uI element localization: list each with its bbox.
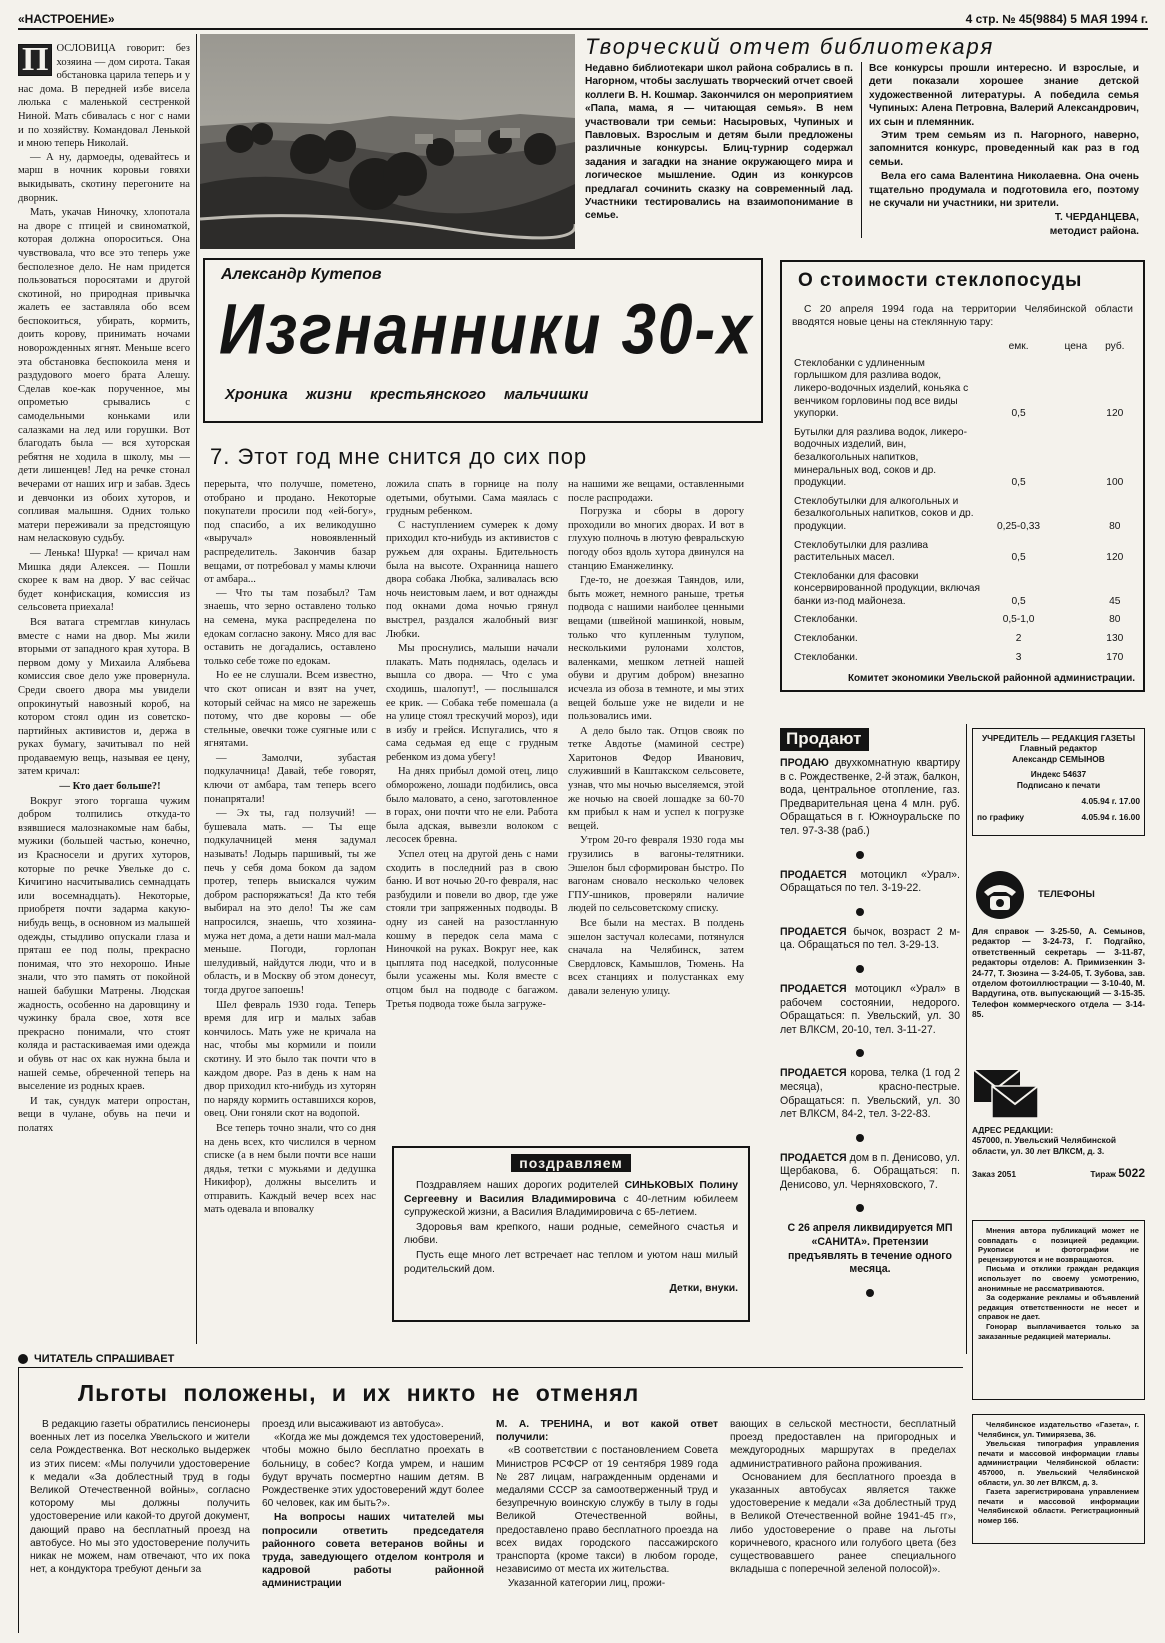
price-capacity: 0,5-1,0 [1002,614,1035,626]
price-item-name: Стеклобанки. [794,614,858,626]
ads-column [780,728,960,1328]
ad-separator-bullet [856,1204,864,1212]
ad-heading: ПРОДАЕТСЯ [780,982,847,995]
masthead [18,10,1148,30]
price-item-name: Стеклобанки. [794,651,858,663]
rubric-bullet-icon [18,1354,28,1364]
ad-heading: ПРОДАЕТСЯ [780,925,847,938]
price-capacity: 3 [1015,651,1022,663]
village-photo [200,34,575,249]
glass-price-table: емк. цена руб. Стеклобанки с удлиненным горлышком для разлива водок, ликеро-водочных изделий, коньяка с венчиком горловины под все виды укупорки. 0,5 120 Бутылки для разлива водок, ликеро-водочных изделий, вин, безалкогольных напитков, минеральных вод, соков и др. продукции. 0,5 100 Стеклобутылки для алкогольных и безалкогольных напитков, соков и др. продукции. 0,25-0,33 80 Стеклобутылки для разлива растительных масел. 0,5 120 Стеклобанки для фасовки консервированной продукции, включая банки из-под майонеза. 0,5 45 Стеклобанки. 0,5-1,0 80 Стеклобанки. 2 130 Стеклобанки. 3 170 [792,339,1133,668]
congrats-signature: Детки, внуки. [669,1283,738,1295]
reader-col4: вающих в сельской местности, бесплатный проезд предоставлен на пригородных и междугородных маршрутах в пределах административного района проживания. Основанием для бесплатного проезда в указанных автобусах является также удостоверение к медали «За доблестный труд в Великой Отечественной войне 1941-45 гг», либо удостоверение о праве на льготы коричневого, красного или голубого цвета (без существовавшего ранее специального вкладыша с поперечной зеленой полосой)». [730,1419,956,1576]
telephone-icon [972,870,1028,920]
price-value: 80 [1109,520,1121,532]
paragraph: — Кто дает больше?! [59,781,161,793]
price-value: 80 [1109,614,1121,626]
price-row [792,494,1133,538]
section-name: «НАСТРОЕНИЕ» [18,12,115,26]
reader-col1: В редакцию газеты обратились пенсионеры военных лет из поселка Увельского и жители села Рождественка. Вот несколько выдержек из этих писем: «Мы получили удостоверение к медали «За доблестный труд в годы Великой Отечественной войны», согласно которому мы должны получить удостоверение или какой-то другой документ, дающий право на бесплатный проезд на автобусе. Но мы это удостоверение получить никак не можем, нам отвечают, что их пока нет, а кондуктора требуют деньги за [30,1419,250,1576]
price-capacity: 0,25-0,33 [997,520,1041,532]
ad-heading: ПРОДАЮ [780,757,829,769]
circulation: 5022 [1118,1166,1145,1181]
classified-ad [780,983,960,1037]
reader-title: Льготы положены, и их никто не отменял [78,1380,640,1406]
price-item-name: Стеклобутылки для разлива растительных масел. [794,539,929,564]
ad-separator-bullet [856,1134,864,1142]
ad-heading: ПРОДАЕТСЯ [780,868,847,881]
paragraph: — А ну, дармоеды, одевайтесь и марш в ночник коровьи говяхи выкидывать, скотину перегоните на дворник. [18,151,190,204]
feature-title: Изгнанники 30-х [219,290,754,370]
price-value: 120 [1106,408,1124,420]
price-capacity: 0,5 [1011,408,1026,420]
left-column-story [18,42,190,1342]
ad-separator-bullet [856,851,864,859]
column-rule [196,34,197,1344]
glass-title: О стоимости стеклопосуды [798,270,1083,291]
landscape-photo-image [200,34,575,249]
ad-text: бычок, возраст 2 м-ца. Обращаться по тел. 3-29-13. [780,925,960,952]
library-col1: Недавно библиотекари школ района собрались в п. Нагорном, чтобы заслушать творческий отчет своей коллеги В. Н. Кошмар. Закончился он мероприятием «Папа, мама, я — читающая семья». В нем участвовали три семьи: Насыровых, Чупиных и Павловых. Взрослым и детям были предложены различные конкурсы. Блиц-турнир содержал задания и загадки на знание окружающего мира и логическое мышление. Один из конкурсов предлагал сочинить сказку на современный лад. Участники тестировались на взаимопонимание в семье. [585,63,853,222]
liquidation-notice: С 26 апреля ликвидируется МП «САНИТА». Претензии предъявлять в течение одного месяца. [787,1222,953,1276]
price-row [792,538,1133,569]
reader-col3: М. А. ТРЕНИНА, и вот какой ответ получили: «В соответствии с постановлением Совета Министров РСФСР от 19 сентября 1989 года № 287 лицам, награжденным орденами и медалями СССР за самоотверженный труд и безупречную воинскую службу в тылу в годы Великой Отечественной войны, предоставлено право бесплатного проезда на всех видах городского пассажирского транспорта (кроме такси) в любом городе, независимо от места их жительства. Указанной категории лиц, прожи- [496,1419,718,1590]
price-row [792,425,1133,494]
imprint-box: УЧРЕДИТЕЛЬ — РЕДАКЦИЯ ГАЗЕТЫ Главный редактор Александр СЕМЫНОВ Индекс 54637 Подписано к печати 4.05.94 г. 17.00 по графику 4.05.94 г. 16.00 [972,728,1145,836]
library-col2: Все конкурсы прошли интересно. И взрослые, и дети показали хорошее знание детской художественной литературы. А победила семья Чупиных: Алена Петровна, Валерий Александрович, их сын и племянник. Этим трем семьям из п. Нагорного, наверно, запомнится конкурс, проведенный как раз в год семьи. Вела его сама Валентина Николаевна. Она очень тщательно продумала и подготовила его, поэтому не скучали ни участники, ни зрители. Т. ЧЕРДАНЦЕВА, методист района. [869,63,1139,237]
reader-rubric: ЧИТАТЕЛЬ СПРАШИВАЕТ [34,1352,175,1365]
price-item-name: Стеклобанки для фасовки консервированной продукции, включая банки из-под майонеза. [794,570,980,607]
lead-paragraph: ОСЛОВИЦА говорит: без хозяина — дом сирота. Такая обстановка царила теперь и у нас дома. В передней избе висела люлька с маленькой сестренкой Ниной. Мать сбивалась с ног с нами и по хозяйству. Командовал Ленькой и мною теперь Николай. [18,43,190,150]
feature-col3: на нашими же вещами, оставленными после распродажи. Погрузка и сборы в дорогу проходили во многих дворах. И вот в глухую полночь в лютую февральскую погоду обоз вдоль хутора двинулся на станцию Еманжелинку. Где-то, не доезжая Таяндов, или, быть может, немного раньше, третья подвода с нашими наиболее ценными вещами (швейной машинкой, новым, только что купленным тулупом, несколькими рулонами холстов, валенками, мешком летней нашей обуви и другим добром) внезапно исчезла из обоза в темноте, и мы этих вещей больше уже не видели и не пользовались ими. А дело было так. Отцов свояк по тетке Авдотье (маминой сестре) Харитонов Федор Иванович, служивший в Каштакском сельсовете, узнав, что мы ночью выселяемся, этой же ночью на своей лошадке за 60-70 км прибыл к нам и успел к погрузке вещей. Утром 20-го февраля 1930 года мы грузились в вагоны-телятники. Эшелон был сформирован быстро. По вагонам сновало несколько человек ГПУ-шников, проверяли наличие людей по сельсоветскому списку. Все были на местах. В полдень эшелон застучал колесами, потянулся сначала на Челябинск, затем Свердловск, Камышлов, Тюмень. На всех станциях и полустанках ему давали зеленую улицу. [568,479,744,997]
price-capacity: 2 [1015,633,1022,645]
printer-box: Челябинское издательство «Газета», г. Челябинск, ул. Тимирязева, 36. Увельская типография управления печати и массовой информации главы администрации Челябинской области: 457000, п. Увельский Челябинской области, ул. 30 лет ВЛКСМ, д. 3. Газета зарегистрирована управлением печати и массовой информации Челябинской области. Регистрационный номер 166. [972,1414,1145,1544]
feature-col2: ложила спать в горнице на полу одетыми, обутыми. Сама маялась с грудным ребенком. С наступлением сумерек к дому приходил кто-нибудь из активистов с ружьем для охраны. Бдительность была на высоте. Охранница нашего двора собака Любка, заливалась всю ночь неистовым лаем, и вот однажды под окнами дома ночью грянул выстрел, раздался жалобный визг Любки. Мы проснулись, малыши начали плакать. Мать поднялась, оделась и вышла со двора. — Что с ума сходишь, шалопут!, — послышался ее крик. — Собака тебе помешала (а на улице стоял трескучий мороз), иди в избу и грейся. Испугались, что я сама седьмая ед еще с грудным ребенком из дома убегу! На днях прибыл домой отец, лицо обморожено, лошади подбились, овса было маловато, а сено, заготовленное в горах, они почти что не ели. Работа была адская, вывезли волоком с лесосек бревна. Успел отец на другой день с нами сходить в последний раз в свою баню. И вот ночью 20-го февраля, нас разбудили и повели во двор, где уже стояли три запряженных подводы. В одну из саней на разостланную кошму в передок села мама с Ниночкой на руках. Вокруг нее, как цыплята под наседкой, полусонные были усажены мы. Коля вместе с отцом был на подводе с багажом. Третья подвода тоже была загруже- [386,479,558,1010]
price-item-name: Бутылки для разлива водок, ликеро-водочных изделий, вин, безалкогольных напитков, минеральных вод, соков и др. продукции. [794,426,967,489]
phones-list: Для справок — 3-25-50, А. Семынов, редактор — 3-24-73, Г. Подгайко, ответственный секретарь — 3-11-87, редакторы отделов: А. Примизенкин 3-24-77, Т. Зюзина — 3-24-05, Т. Зубова, зав. отделом фотоиллюстрации — 3-10-40, М. Вардугина, отв. выпускающий — 3-15-35. Телефон коммерческого отдела — 3-14-85. [972,926,1145,1020]
price-value: 120 [1106,552,1124,564]
price-item-name: Стеклобанки с удлиненным горлышком для разлива водок, ликеро-водочных изделий, коньяка с венчиком горловины под все виды укупорки. [794,357,969,420]
library-signature-role: методист района. [1049,225,1139,237]
classified-ad [780,757,960,839]
order-number: Заказ 2051 [972,1169,1016,1180]
price-capacity: 0,5 [1011,552,1026,564]
price-capacity: 0,5 [1011,595,1026,607]
address-block: АДРЕС РЕДАКЦИИ: 457000, п. Увельский Челябинской области, ул. 30 лет ВЛКСМ, д. 3. Заказ 2051 Тираж 5022 [972,1068,1145,1198]
dropcap: П [18,44,52,76]
phones-block [972,870,1145,1055]
price-item-name: Стеклобутылки для алкогольных и безалкогольных напитков, соков и др. продукции. [794,495,974,532]
reader-col2: проезд или высаживают из автобуса». «Когда же мы дождемся тех удостоверений, чтобы можно было бесплатно проехать в больницу, в собес? Когда умрем, и нашим будут вручать посмертно нашим детям. В Рождественке этих удостоверений ждут более 60 человек, как им быть?». На вопросы наших читателей мы попросили ответить председателя районного совета ветеранов войны и труда, заведующего отделом контроля и кадровой работы районной администрации [262,1419,484,1590]
classified-ad [780,926,960,953]
reader-section [18,1350,963,1635]
ad-heading: ПРОДАЕТСЯ [780,1151,847,1164]
paragraph: Вся ватага стремглав кинулась вместе с нами на двор. Мы жили вторыми от западного края хутора. В первом дому у Михаила Алябьева комиссия свое дело уже провернула. Среди своего двора мы увидели опрокинутый навозный короб, на котором стоял один из советско-партийных активистов и, держа в руках бумагу, зачитывал по ней продаваемую вещь, называя ее цену, затем кричал: [18,616,190,778]
classified-ad [780,869,960,896]
price-item-name: Стеклобанки. [794,633,858,645]
price-value: 45 [1109,595,1121,607]
ad-text: мотоцикл «Урал» в рабочем состоянии, недорого. Обращаться: п. Увельский, ул. 30 лет ВЛКСМ, 20-10, тел. 3-11-27. [780,982,960,1036]
price-value: 170 [1106,651,1124,663]
classified-ad [780,1152,960,1193]
paragraph: — Ленька! Шурка! — кричал нам Мишка дяди Алексея. — Пошли скорее к вам на двор. У вас сейчас будет конфискация, комиссия из сельсовета приехала! [18,547,190,614]
price-row [792,612,1133,631]
price-row [792,356,1133,425]
feature-col1: перерыта, что получше, пометено, отобрано и продано. Некоторые покупатели просили под «ей-богу», под спасибо, а их великодушно «выручал» новоявленный распределитель. Закончив базар вещами, от потребовал у мамы ключи от амбара... — Что ты там позабыл? Там знаешь, что зерно оставлено только на семена, мука распределена по едокам согласно закону. Мясо для вас оставить не догадались, оставлено только себе тоже по едокам. Но ее не слушали. Всем известно, что скот описан и взят на учет, который сейчас на мясо не зарежешь потому, что две коровы — обе стельные, овечки тоже суягные или с ягнятами. — Замолчи, зубастая подкулачница! Давай, тебе говорят, ключи от амбара, там теперь всего понапрятали! — Эх ты, гад ползучий! — бушевала мать. — Ты еще подкулачницей меня задумал называть! Лодырь паршивый, ты же печь у себя дома боком да задом протер, теперь выискался чужим добром распоряжаться! Да кто тебя выбирал на это дело! Ты же сам напросился, знаешь, что хозяина-мужа нет дома, а дети наши мал-мала меньше. Погоди, горлопан шелудивый, найдутся люди, что и в область, и в Москву об этом донесут, тогда другое запоешь! Шел февраль 1930 года. Теперь время для игр и малых забав кончилось. Мать уже не кричала на нас, чтобы мы кормили и поили скотину. И это было так почти что в каждом дворе. Раз в день к нам на двор приходил кто-нибудь из хуторян по наряду кормить оставшихся коров, овец. Они гоняли скот на водопой. Все теперь точно знали, что со дня на день всех, кто числился в черном списке (а в нем были почти все наши дядья, тетки с мужьями и дедушка Никифор), должны выселить и отправить. Каждый вечер всех нас мать одевала и вповалку [204,479,376,1216]
price-capacity: 0,5 [1011,477,1026,489]
ad-text: мотоцикл «Урал». Обращаться по тел. 3-19-22. [780,868,960,895]
address-title: АДРЕС РЕДАКЦИИ: [972,1125,1054,1135]
price-row [792,569,1133,613]
glass-intro: С 20 апреля 1994 года на территории Челябинской области вводятся новые цены на стеклянную тару: [792,304,1133,328]
ad-separator-bullet [856,1049,864,1057]
paragraph: Вокруг этого торгаша чужим добром толпились откуда-то взявшиеся малознакомые нам бабы, мужики (большей частью, конечно, из Красносели и других хуторов, которые по речке Увельке до с. Кичигино насчитывались семнадцать или восемнадцать). Некоторые, приобретя почти задарма какую-нибудь вещь, в основном из малышей одежды, стыдливо опускали глаза и пряташ ее под полы, прекрасно понимая, что это нехорошо. Иные знали, что это память от покойной нашей бабушки Матрены. Людская жадность, особенно на даровщину и чужинку брала свое, хотя все прекрасно понимали, что стоят коляда и растаскиваемая ими одежда и обувь от нас ох как нужна была и нашей семье, обреченной теперь на выселение из родных краев. [18,795,190,1093]
disclaimer-box: Мнения автора публикаций может не совпадать с позицией редакции. Рукописи и фотографии не рецензируются и не возвращаются. Письма и отклики граждан редакция использует по своему усмотрению, анонимные не рассматриваются. За содержание рекламы и объявлений редакция ответственности не несет и справок не дает. Гонорар выплачивается только за заказанные редакцией материалы. [972,1220,1145,1400]
glass-footer: Комитет экономики Увельской районной администрации. [847,673,1135,684]
congrats-label: поздравляем [511,1154,630,1172]
congrats-text: Поздравляем наших дорогих родителей СИНЬКОВЫХ Полину Сергеевну и Василия Владимировича с 40-летним юбилеем супружеской жизни, а Василия Владимировича с 65-летием. Здоровья вам крепкого, наши родные, семейного счастья и любви. Пусть еще много лет встречает нас теплом и уютом наш милый родительский дом. Детки, внуки. [404,1180,738,1295]
ad-text: корова, телка (1 год 2 месяца), красно-пестрые. Обращаться: п. Увельский, ул. 30 лет ВЛКСМ, 84-2, тел. 3-22-83. [780,1067,960,1121]
ad-heading: ПРОДАЕТСЯ [780,1067,847,1080]
envelope-icon [972,1068,1042,1120]
ad-text: двухкомнатную квартиру в с. Рождественке, 2-й этаж, балкон, вода, центральное отопление, газ. Предварительная цена 4 млн. руб. Обращаться в г. Южноуральске по тел. 97-3-38 (раб.) [780,757,960,837]
price-value: 100 [1106,477,1124,489]
library-article [585,34,1145,244]
price-row [792,631,1133,650]
ad-text: дом в п. Денисово, ул. Щербакова, 6. Обращаться: п. Денисово, ул. Черняховского, 7. [780,1151,960,1191]
feature-author: Александр Кутепов [221,266,382,283]
paragraph: Мать, укачав Ниночку, хлопотала на дворе с птицей и свиноматкой, которая должна опороситься. Она чувствовала, что все это теперь уже бесполезное дело. Не нам придется пользоваться поросятами и другой скотиной, но природная привычка жалеть ее заставляла обо всем беспокоиться, убирать, кормить, доить корову, принимать ночами новорожденных ягнят. Меньше всего эта обстановка беспокоила меня и раздудового моего брата Алешу. Сделав кое-как порученное, мы опрометью срывались с самодельными коньками или салазками на лед или горушки. Вот благодать была — вся хуторская ребятня не ходила в школу, мы — дети лишенцев! Лед на речке стонал вечерами от наших игр и забав. Здесь и девчонки из обоих хуторов, и сопливая малышня. Одних только матери переживали за предстоящую нам нелаcковую судьбу. [18,207,190,545]
classified-ad [780,1067,960,1121]
phones-title: ТЕЛЕФОНЫ [1038,888,1095,900]
ad-separator-bullet [856,965,864,973]
ad-separator-bullet [856,908,864,916]
price-value: 130 [1106,633,1124,645]
paragraph: И так, сундук матери опростан, вещи в чулане, обувь на печи и полатях [18,1095,190,1134]
address-text: 457000, п. Увельский Челябинской области, ул. 30 лет ВЛКСМ, д. 3. [972,1135,1116,1156]
glass-prices-box [780,260,1145,692]
congrats-box [392,1146,750,1322]
ads-title: Продают [780,728,869,751]
chapter-heading: 7. Этот год мне снится до сих пор [210,444,588,469]
feature-subtitle: Хроника жизни крестьянского мальчишки [225,386,589,403]
issue-info: 4 стр. № 45(9884) 5 МАЯ 1994 г. [965,12,1148,26]
feature-title-box [203,258,763,423]
library-signature: Т. ЧЕРДАНЦЕВА, [1054,212,1139,224]
library-title: Творческий отчет библиотекаря [585,34,995,59]
price-row [792,650,1133,669]
